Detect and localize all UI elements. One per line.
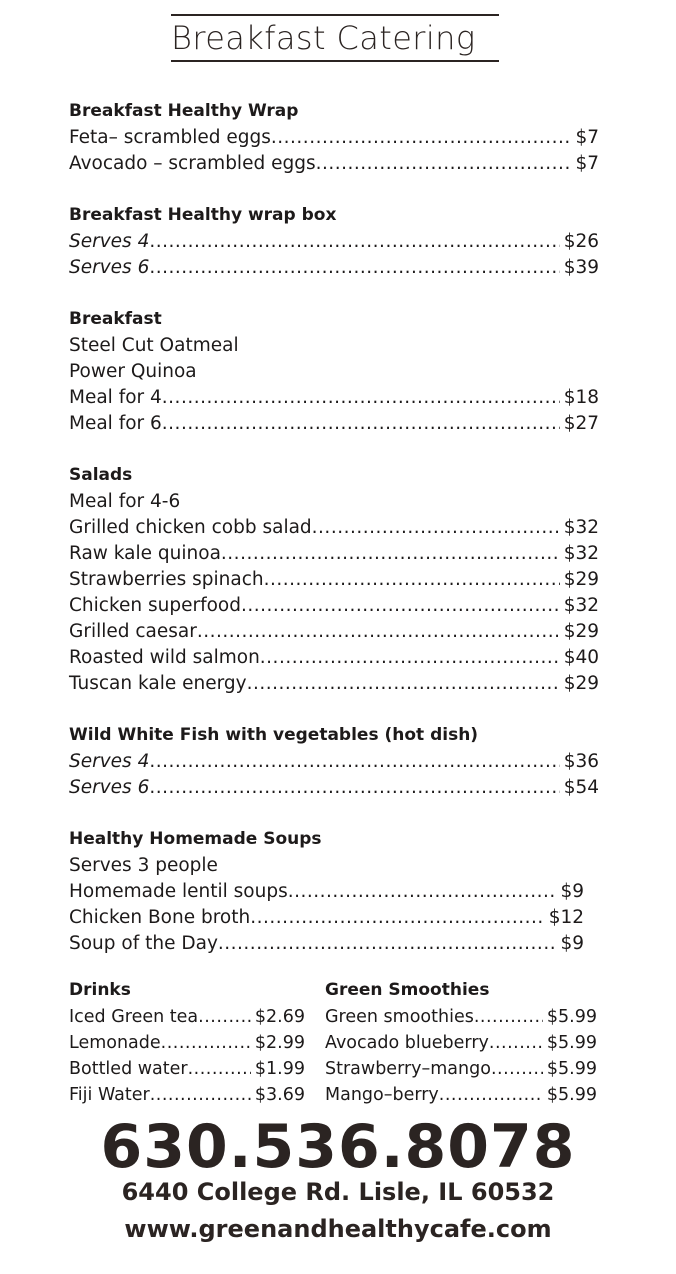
section-title: Breakfast Healthy wrap box <box>69 205 337 225</box>
leader-dots <box>188 1056 251 1082</box>
item-price: $5.99 <box>546 1033 597 1053</box>
section-smoothies <box>325 978 597 1108</box>
item-name: Meal for 4 <box>69 387 162 408</box>
item-name: Raw kale quinoa <box>69 543 221 564</box>
item-price: $40 <box>563 647 599 668</box>
item-price: $2.69 <box>254 1007 305 1027</box>
item-price: $27 <box>563 413 599 434</box>
leader-dots <box>162 411 560 437</box>
menu-item <box>325 1030 597 1056</box>
section-title: Drinks <box>69 980 131 1000</box>
leader-dots <box>221 541 560 567</box>
section-wrap-box <box>69 203 599 281</box>
leader-dots <box>288 879 557 905</box>
item-price: $5.99 <box>546 1007 597 1027</box>
leader-dots <box>271 125 572 151</box>
leader-dots <box>264 567 560 593</box>
section-soups <box>69 827 584 957</box>
menu-item <box>69 619 599 645</box>
menu-item <box>325 1082 597 1108</box>
section-breakfast <box>69 307 599 437</box>
item-price: $2.99 <box>254 1033 305 1053</box>
item-price: $32 <box>563 543 599 564</box>
item-name: Avocado – scrambled eggs <box>69 153 316 174</box>
item-price: $12 <box>548 907 584 928</box>
item-name: Serves 6 <box>69 257 150 278</box>
menu-item <box>69 151 599 177</box>
item-price: $36 <box>563 751 599 772</box>
leader-dots <box>439 1082 543 1108</box>
menu-item <box>69 671 599 697</box>
section-note: Steel Cut Oatmeal <box>69 335 239 356</box>
leader-dots <box>250 905 544 931</box>
item-name: Tuscan kale energy <box>69 673 247 694</box>
item-price: $29 <box>563 569 599 590</box>
title-block <box>171 14 499 62</box>
menu-item <box>69 1004 305 1030</box>
leader-dots <box>149 229 559 255</box>
menu-item <box>69 645 599 671</box>
section-note: Power Quinoa <box>69 361 197 382</box>
menu-item <box>69 229 599 255</box>
menu-item <box>69 255 599 281</box>
item-price: $18 <box>563 387 599 408</box>
section-note: Meal for 4-6 <box>69 491 181 512</box>
section-title: Breakfast Healthy Wrap <box>69 101 299 121</box>
section-title: Healthy Homemade Soups <box>69 829 322 849</box>
menu-item <box>325 1004 597 1030</box>
phone-number: 630.536.8078 <box>100 1112 576 1182</box>
item-name: Strawberries spinach <box>69 569 264 590</box>
menu-item <box>69 749 599 775</box>
item-name: Serves 4 <box>69 751 150 772</box>
item-name: Iced Green tea <box>69 1007 199 1027</box>
item-name: Soup of the Day <box>69 933 218 954</box>
menu-item <box>69 567 599 593</box>
menu-item <box>69 775 599 801</box>
section-title: Salads <box>69 465 133 485</box>
menu-item <box>69 125 599 151</box>
item-price: $9 <box>560 881 584 902</box>
leader-dots <box>150 1082 251 1108</box>
item-price: $3.69 <box>254 1085 305 1105</box>
item-price: $1.99 <box>254 1059 305 1079</box>
leader-dots <box>149 255 559 281</box>
item-name: Roasted wild salmon <box>69 647 260 668</box>
item-name: Lemonade <box>69 1033 161 1053</box>
section-drinks <box>69 978 305 1108</box>
section-note: Serves 3 people <box>69 855 218 876</box>
menu-item <box>69 905 584 931</box>
item-name: Serves 4 <box>69 231 150 252</box>
menu-item <box>69 515 599 541</box>
drinks-smoothies-columns <box>69 978 599 1108</box>
leader-dots <box>197 619 560 645</box>
section-title: Green Smoothies <box>325 980 490 1000</box>
menu-item <box>69 879 584 905</box>
section-wrap <box>69 99 599 177</box>
item-name: Strawberry–mango <box>325 1059 491 1079</box>
leader-dots <box>474 1004 543 1030</box>
leader-dots <box>149 749 559 775</box>
item-name: Bottled water <box>69 1059 188 1079</box>
item-price: $32 <box>563 517 599 538</box>
item-name: Serves 6 <box>69 777 150 798</box>
leader-dots <box>489 1030 543 1056</box>
address: 6440 College Rd. Lisle, IL 60532 <box>121 1178 555 1206</box>
item-price: $7 <box>575 153 599 174</box>
website: www.greenandhealthycafe.com <box>124 1215 552 1243</box>
item-name: Feta– scrambled eggs <box>69 127 271 148</box>
item-name: Avocado blueberry <box>325 1033 489 1053</box>
item-name: Green smoothies <box>325 1007 474 1027</box>
leader-dots <box>161 1030 251 1056</box>
leader-dots <box>162 385 560 411</box>
menu-item <box>69 931 584 957</box>
item-name: Fiji Water <box>69 1085 150 1105</box>
item-price: $5.99 <box>546 1085 597 1105</box>
section-title: Breakfast <box>69 309 162 329</box>
page-title: Breakfast Catering <box>171 19 476 57</box>
item-name: Grilled chicken cobb salad <box>69 517 312 538</box>
item-price: $9 <box>560 933 584 954</box>
item-price: $29 <box>563 621 599 642</box>
item-price: $54 <box>563 777 599 798</box>
item-name: Grilled caesar <box>69 621 197 642</box>
leader-dots <box>247 671 560 697</box>
item-name: Chicken Bone broth <box>69 907 251 928</box>
leader-dots <box>241 593 560 619</box>
section-salads <box>69 463 599 697</box>
menu <box>69 99 599 983</box>
item-price: $39 <box>563 257 599 278</box>
menu-item <box>69 541 599 567</box>
section-fish <box>69 723 599 801</box>
menu-item <box>69 593 599 619</box>
item-name: Chicken superfood <box>69 595 241 616</box>
item-price: $7 <box>575 127 599 148</box>
title-bottom-rule <box>171 60 499 62</box>
menu-item <box>69 1056 305 1082</box>
leader-dots <box>218 931 557 957</box>
item-name: Meal for 6 <box>69 413 162 434</box>
item-price: $32 <box>563 595 599 616</box>
leader-dots <box>312 515 560 541</box>
menu-item <box>69 1030 305 1056</box>
menu-item <box>69 1082 305 1108</box>
item-price: $29 <box>563 673 599 694</box>
item-price: $26 <box>563 231 599 252</box>
leader-dots <box>198 1004 251 1030</box>
leader-dots <box>316 151 572 177</box>
item-name: Mango–berry <box>325 1085 439 1105</box>
section-title: Wild White Fish with vegetables (hot dish) <box>69 725 479 745</box>
leader-dots <box>491 1056 543 1082</box>
menu-item <box>69 385 599 411</box>
item-name: Homemade lentil soups <box>69 881 288 902</box>
menu-item <box>325 1056 597 1082</box>
menu-item <box>69 411 599 437</box>
leader-dots <box>149 775 559 801</box>
leader-dots <box>260 645 560 671</box>
item-price: $5.99 <box>546 1059 597 1079</box>
